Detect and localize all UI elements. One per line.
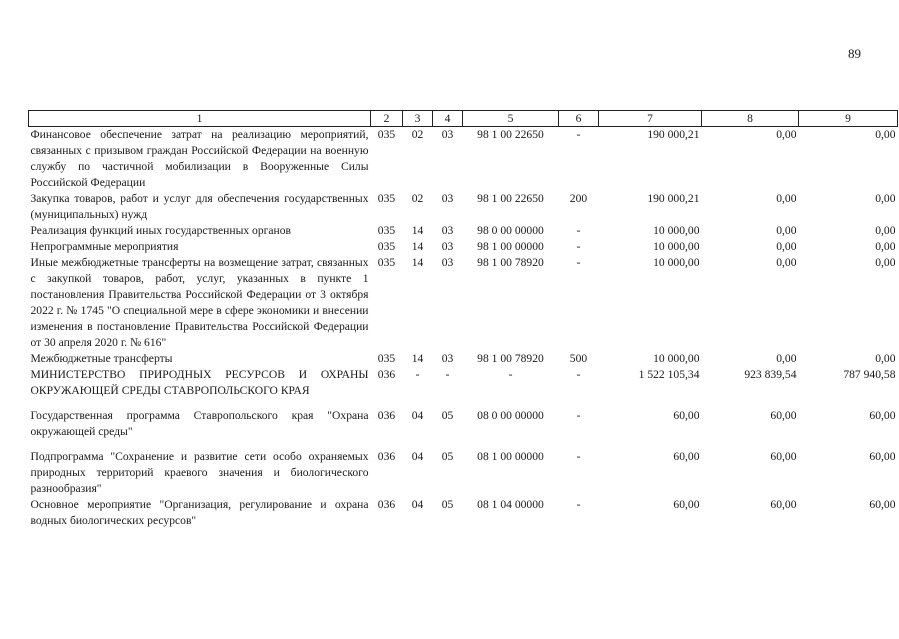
page-number: 89 [848,46,861,61]
cell-amount-1: 60,00 [673,498,700,511]
cell-expense-type: - [576,450,581,463]
table-row [29,408,898,449]
cell-section: 02 [411,192,424,205]
cell-admin-code: 035 [377,128,396,141]
cell-amount-2: 0,00 [776,224,797,237]
row-name: Закупка товаров, работ и услуг для обеспечения государственных (муниципальных) нужд [30,192,369,221]
cell-amount-1: 60,00 [673,409,700,422]
cell-admin-code: 035 [377,224,396,237]
cell-admin-code: 036 [377,450,396,463]
cell-target-article: 08 0 00 00000 [477,409,544,422]
column-header: 6 [559,111,599,127]
cell-expense-type: - [576,224,581,237]
cell-target-article: 98 1 00 00000 [477,240,544,253]
cell-expense-type: - [576,498,581,511]
cell-admin-code: 036 [377,409,396,422]
table-row [29,255,898,351]
cell-admin-code: 036 [377,368,396,381]
row-name: Межбюджетные трансферты [30,352,173,365]
row-name: Иные межбюджетные трансферты на возмещение затрат, связанных с закупкой товаров, работ, услуг, указанных в пункте 1 постановления Правительства Российской Федерации от 3 октября 2022 г. № 1745 "О специальной мере в сфере экономики и внесении изменения в постановление Правительства Российской Федерации от 30 апреля 2020 г. № 616" [30,256,369,349]
table-row [29,497,898,529]
cell-subsection: 03 [441,224,454,237]
table-row [29,449,898,497]
cell-section: 04 [411,409,424,422]
cell-amount-1: 10 000,00 [653,256,700,269]
cell-amount-3: 60,00 [869,409,896,422]
cell-admin-code: 035 [377,352,396,365]
row-name: МИНИСТЕРСТВО ПРИРОДНЫХ РЕСУРСОВ И ОХРАНЫ ОКРУЖАЮЩЕЙ СРЕДЫ СТАВРОПОЛЬСКОГО КРАЯ [30,368,369,397]
cell-amount-3: 0,00 [875,240,896,253]
cell-subsection: 05 [441,498,454,511]
table-row [29,367,898,408]
cell-amount-1: 10 000,00 [653,240,700,253]
cell-amount-3: 0,00 [875,224,896,237]
cell-amount-2: 60,00 [770,409,797,422]
budget-table [28,110,898,529]
row-name: Государственная программа Ставропольского края "Охрана окружающей среды" [30,409,369,438]
column-header: 4 [433,111,463,127]
cell-amount-2: 0,00 [776,192,797,205]
table-row [29,351,898,367]
cell-target-article: 98 0 00 00000 [477,224,544,237]
table-row [29,239,898,255]
cell-amount-2: 923 839,54 [744,368,797,381]
row-name: Реализация функций иных государственных органов [30,224,292,237]
cell-amount-3: 787 940,58 [843,368,896,381]
cell-subsection: 05 [441,450,454,463]
cell-section: 04 [411,450,424,463]
cell-section: 14 [411,352,424,365]
cell-amount-3: 0,00 [875,128,896,141]
cell-section: 14 [411,240,424,253]
cell-amount-1: 190 000,21 [647,192,700,205]
cell-expense-type: - [576,256,581,269]
column-header: 8 [702,111,799,127]
cell-amount-2: 60,00 [770,450,797,463]
cell-amount-1: 1 522 105,34 [638,368,700,381]
cell-subsection: 05 [441,409,454,422]
cell-amount-1: 60,00 [673,450,700,463]
cell-amount-2: 0,00 [776,352,797,365]
cell-amount-3: 60,00 [869,498,896,511]
column-header: 1 [29,111,371,127]
column-header: 5 [463,111,559,127]
cell-subsection: 03 [441,352,454,365]
cell-target-article: 08 1 00 00000 [477,450,544,463]
cell-amount-3: 0,00 [875,192,896,205]
cell-admin-code: 035 [377,240,396,253]
cell-expense-type: - [576,368,581,381]
cell-expense-type: 500 [569,352,588,365]
cell-subsection: 03 [441,256,454,269]
row-name: Подпрограмма "Сохранение и развитие сети особо охраняемых природных территорий краевого значения и биологического разнообразия" [30,450,369,495]
column-header: 7 [599,111,702,127]
cell-target-article: 98 1 00 22650 [477,128,544,141]
cell-admin-code: 035 [377,192,396,205]
cell-subsection: 03 [441,240,454,253]
cell-amount-2: 0,00 [776,240,797,253]
cell-section: 02 [411,128,424,141]
cell-expense-type: - [576,240,581,253]
cell-expense-type: - [576,128,581,141]
cell-subsection: - [445,368,450,381]
cell-section: 14 [411,224,424,237]
cell-admin-code: 035 [377,256,396,269]
table-row [29,223,898,239]
cell-target-article: 98 1 00 22650 [477,192,544,205]
cell-subsection: 03 [441,192,454,205]
cell-amount-2: 60,00 [770,498,797,511]
cell-amount-1: 10 000,00 [653,224,700,237]
row-name: Финансовое обеспечение затрат на реализацию мероприятий, связанных с призывом граждан Российской Федерации на военную службу по частичной мобилизации в Вооруженные Силы Российской Федерации [30,128,369,189]
row-name: Основное мероприятие "Организация, регулирование и охрана водных биологических ресурсов" [30,498,369,527]
cell-target-article: 08 1 04 00000 [477,498,544,511]
cell-admin-code: 036 [377,498,396,511]
cell-subsection: 03 [441,128,454,141]
cell-target-article: 98 1 00 78920 [477,352,544,365]
cell-section: - [415,368,420,381]
cell-amount-3: 0,00 [875,352,896,365]
header-row [29,111,898,127]
column-header: 9 [799,111,898,127]
table-row [29,191,898,223]
cell-section: 14 [411,256,424,269]
column-header: 2 [371,111,403,127]
cell-amount-2: 0,00 [776,128,797,141]
cell-expense-type: - [576,409,581,422]
row-name: Непрограммные мероприятия [30,240,179,253]
cell-target-article: - [508,368,513,381]
cell-amount-3: 60,00 [869,450,896,463]
cell-amount-2: 0,00 [776,256,797,269]
cell-amount-1: 190 000,21 [647,128,700,141]
column-header: 3 [403,111,433,127]
table-row [29,127,898,192]
cell-amount-1: 10 000,00 [653,352,700,365]
cell-amount-3: 0,00 [875,256,896,269]
cell-target-article: 98 1 00 78920 [477,256,544,269]
cell-section: 04 [411,498,424,511]
cell-expense-type: 200 [569,192,588,205]
